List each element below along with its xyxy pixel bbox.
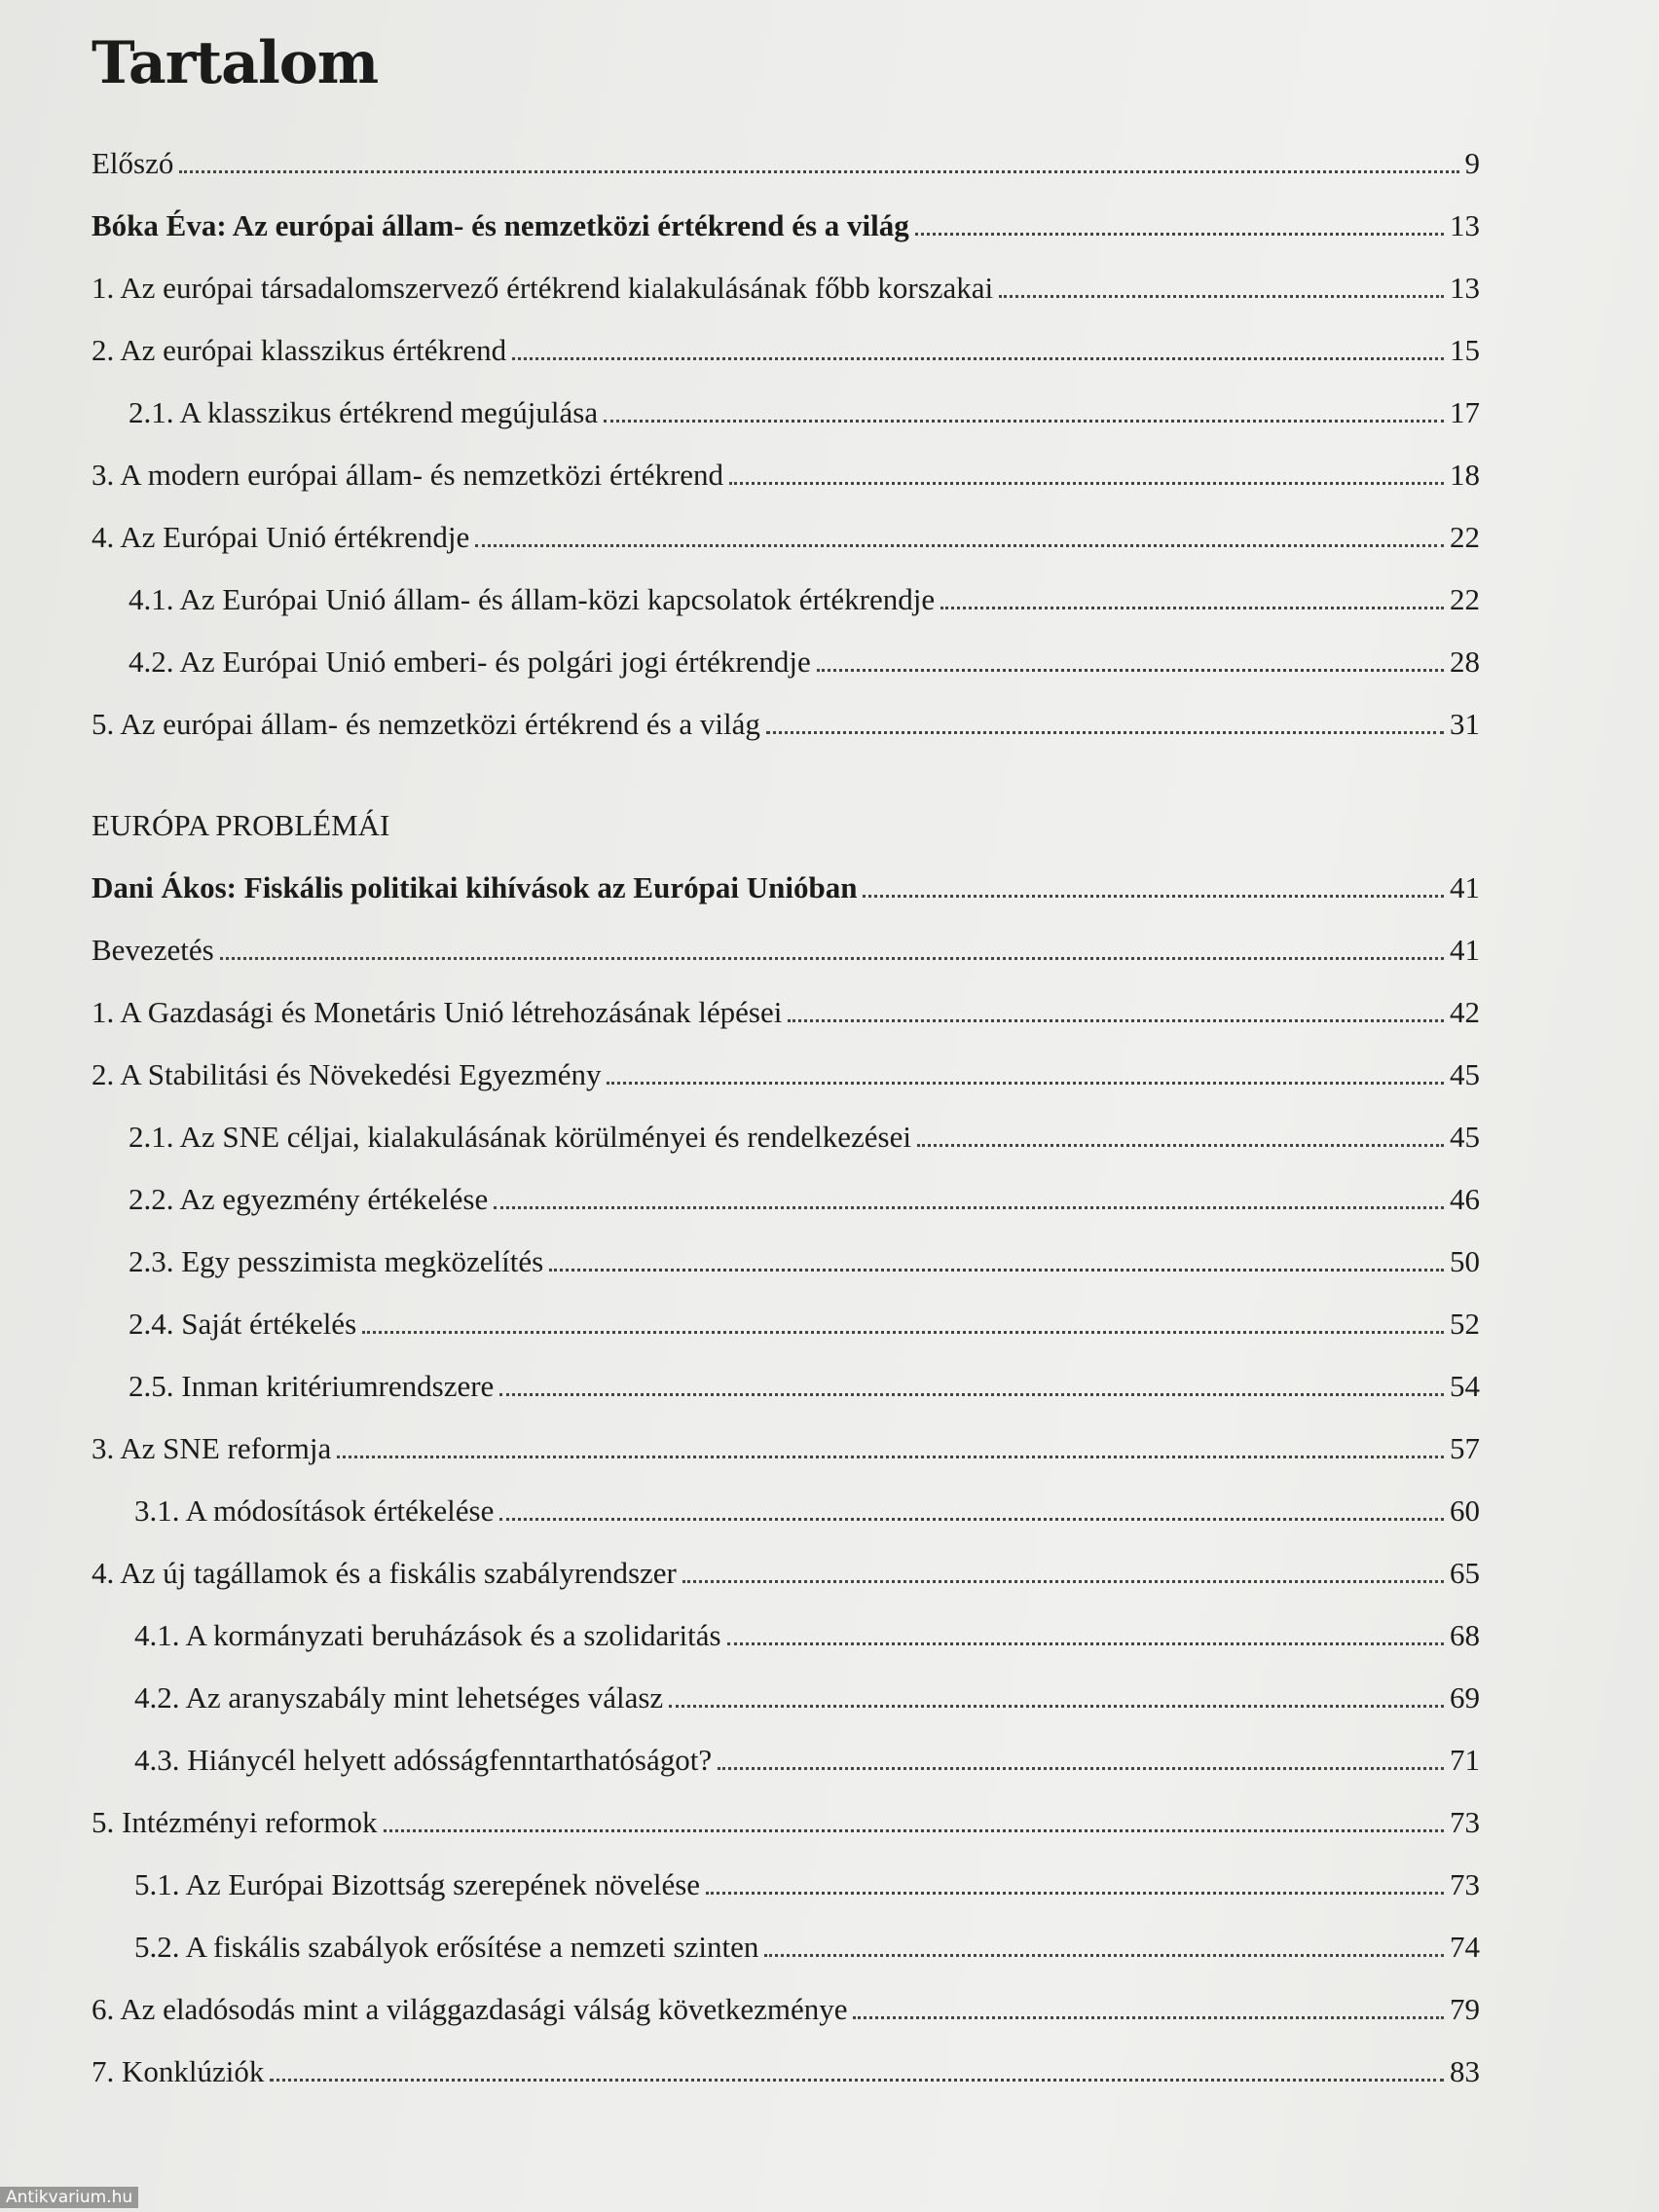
toc-entry-title: 5. Az európai állam- és nemzetközi értékrend és a világ (92, 707, 760, 741)
toc-entry-page: 22 (1450, 582, 1480, 616)
dot-leader (817, 669, 1444, 672)
toc-entry (92, 995, 1480, 1057)
toc-entry-page: 15 (1450, 333, 1480, 367)
table-of-contents (92, 146, 1480, 2117)
toc-entry (92, 1120, 1480, 1182)
toc-entry-title: 5. Intézményi reformok (92, 1805, 378, 1839)
toc-entry-title: Előszó (92, 146, 174, 180)
dot-leader (788, 1019, 1444, 1022)
toc-entry-page: 83 (1450, 2054, 1480, 2088)
toc-entry (92, 1867, 1480, 1930)
toc-entry-title: 3. Az SNE reformja (92, 1431, 332, 1465)
toc-entry-page: 71 (1450, 1743, 1480, 1777)
toc-entry (92, 1307, 1480, 1369)
toc-entry (92, 1431, 1480, 1493)
dot-leader (337, 1456, 1444, 1458)
dot-leader (270, 2079, 1444, 2082)
dot-leader (604, 420, 1444, 423)
toc-entry-title: 4. Az Európai Unió értékrendje (92, 520, 470, 554)
toc-entry-title: 6. Az eladósodás mint a világgazdasági válság következménye (92, 1992, 848, 2026)
section-heading (92, 808, 1480, 870)
toc-entry-title: 2.1. Az SNE céljai, kialakulásának körülményei és rendelkezései (129, 1120, 911, 1154)
toc-entry (92, 271, 1480, 333)
dot-leader (917, 1144, 1444, 1147)
dot-leader (764, 1954, 1444, 1957)
toc-entry-page: 50 (1450, 1244, 1480, 1278)
toc-entry (92, 1680, 1480, 1743)
toc-entry-title: Bevezetés (92, 933, 214, 967)
toc-block-2 (92, 870, 1480, 2117)
toc-entry-page: 65 (1450, 1556, 1480, 1590)
toc-entry (92, 1618, 1480, 1680)
toc-entry (92, 1369, 1480, 1431)
dot-leader (384, 1829, 1444, 1832)
toc-entry-title: 1. A Gazdasági és Monetáris Unió létrehozásának lépései (92, 995, 783, 1029)
dot-leader (766, 731, 1444, 734)
toc-entry-title: 4.3. Hiánycél helyett adósságfenntarthatóságot? (134, 1743, 713, 1777)
toc-entry-page: 45 (1450, 1057, 1480, 1091)
dot-leader (475, 544, 1444, 547)
toc-entry-page: 79 (1450, 1992, 1480, 2026)
toc-entry-page: 74 (1450, 1930, 1480, 1964)
dot-leader (863, 895, 1444, 898)
toc-entry (92, 1556, 1480, 1618)
toc-entry-title: Bóka Éva: Az európai állam- és nemzetközi értékrend és a világ (92, 208, 909, 242)
toc-entry-page: 45 (1450, 1120, 1480, 1154)
dot-leader (853, 2016, 1444, 2019)
toc-entry-page: 46 (1450, 1182, 1480, 1216)
dot-leader (499, 1393, 1444, 1396)
toc-entry (92, 1493, 1480, 1556)
toc-entry (92, 1930, 1480, 1992)
toc-entry-page: 69 (1450, 1680, 1480, 1714)
toc-entry (92, 870, 1480, 933)
watermark: Antikvarium.hu (0, 2187, 138, 2208)
toc-entry-title: 3.1. A módosítások értékelése (134, 1493, 495, 1528)
toc-entry-title: 2.5. Inman kritériumrendszere (129, 1369, 495, 1403)
toc-entry-page: 68 (1450, 1618, 1480, 1652)
toc-entry-title: 2.2. Az egyezmény értékelése (129, 1182, 489, 1216)
toc-entry-page: 57 (1450, 1431, 1480, 1465)
dot-leader (727, 1642, 1444, 1645)
toc-entry (92, 146, 1480, 208)
toc-entry (92, 395, 1480, 458)
toc-entry (92, 2054, 1480, 2117)
toc-entry-page: 9 (1464, 146, 1480, 180)
toc-entry-page: 73 (1450, 1805, 1480, 1839)
toc-block-1 (92, 146, 1480, 769)
dot-leader (706, 1892, 1444, 1895)
toc-entry (92, 1057, 1480, 1120)
toc-entry-page: 42 (1450, 995, 1480, 1029)
dot-leader (549, 1269, 1444, 1272)
toc-entry (92, 208, 1480, 271)
dot-leader (494, 1206, 1444, 1209)
toc-entry-title: 5.1. Az Európai Bizottság szerepének növelése (134, 1867, 701, 1901)
toc-entry-page: 41 (1450, 933, 1480, 967)
dot-leader (607, 1082, 1444, 1085)
dot-leader (179, 170, 1458, 173)
toc-entry (92, 645, 1480, 707)
dot-leader (718, 1767, 1444, 1770)
toc-entry (92, 1992, 1480, 2054)
toc-entry-title: 7. Konklúziók (92, 2054, 265, 2088)
toc-entry (92, 1244, 1480, 1307)
toc-entry-title: 4.1. A kormányzati beruházások és a szolidaritás (134, 1618, 721, 1652)
toc-entry-page: 54 (1450, 1369, 1480, 1403)
toc-entry-title: 4.2. Az aranyszabály mint lehetséges válasz (134, 1680, 664, 1714)
dot-leader (362, 1331, 1444, 1334)
toc-entry-title: 1. Az európai társadalomszervező értékrend kialakulásának főbb korszakai (92, 271, 994, 305)
toc-entry-title: 2. Az európai klasszikus értékrend (92, 333, 507, 367)
toc-entry (92, 333, 1480, 395)
toc-entry (92, 1805, 1480, 1867)
toc-entry-page: 73 (1450, 1867, 1480, 1901)
toc-entry (92, 582, 1480, 645)
toc-entry-title: 2.1. A klasszikus értékrend megújulása (129, 395, 599, 429)
toc-entry-title: 4. Az új tagállamok és a fiskális szabályrendszer (92, 1556, 677, 1590)
toc-entry-page: 41 (1450, 870, 1480, 904)
toc-entry-title: Dani Ákos: Fiskális politikai kihívások az Európai Unióban (92, 870, 858, 904)
dot-leader (669, 1705, 1444, 1708)
toc-entry-page: 22 (1450, 520, 1480, 554)
toc-entry-title: 4.2. Az Európai Unió emberi- és polgári jogi értékrendje (129, 645, 811, 679)
toc-entry (92, 1182, 1480, 1244)
dot-leader (220, 957, 1444, 960)
toc-entry-title: 2. A Stabilitási és Növekedési Egyezmény (92, 1057, 602, 1091)
page-title: Tartalom (92, 29, 379, 97)
dot-leader (940, 607, 1444, 609)
dot-leader (682, 1580, 1444, 1583)
toc-entry-title: 3. A modern európai állam- és nemzetközi értékrend (92, 458, 724, 492)
dot-leader (915, 233, 1444, 236)
section-heading-label: EURÓPA PROBLÉMÁI (92, 808, 390, 842)
dot-leader (512, 357, 1444, 360)
toc-entry-title: 2.4. Saját értékelés (129, 1307, 357, 1341)
dot-leader (499, 1518, 1444, 1521)
dot-leader (729, 482, 1444, 485)
toc-entry-page: 17 (1450, 395, 1480, 429)
toc-entry-page: 31 (1450, 707, 1480, 741)
toc-entry-title: 4.1. Az Európai Unió állam- és állam-közi kapcsolatok értékrendje (129, 582, 936, 616)
toc-entry (92, 520, 1480, 582)
toc-entry (92, 458, 1480, 520)
toc-entry-page: 13 (1450, 208, 1480, 242)
toc-entry-page: 28 (1450, 645, 1480, 679)
toc-entry (92, 1743, 1480, 1805)
toc-entry-page: 18 (1450, 458, 1480, 492)
toc-entry-page: 60 (1450, 1493, 1480, 1528)
toc-entry-page: 13 (1450, 271, 1480, 305)
toc-entry-title: 5.2. A fiskális szabályok erősítése a nemzeti szinten (134, 1930, 759, 1964)
dot-leader (999, 295, 1444, 298)
toc-entry (92, 933, 1480, 995)
toc-entry-page: 52 (1450, 1307, 1480, 1341)
toc-entry (92, 707, 1480, 769)
toc-entry-title: 2.3. Egy pesszimista megközelítés (129, 1244, 544, 1278)
